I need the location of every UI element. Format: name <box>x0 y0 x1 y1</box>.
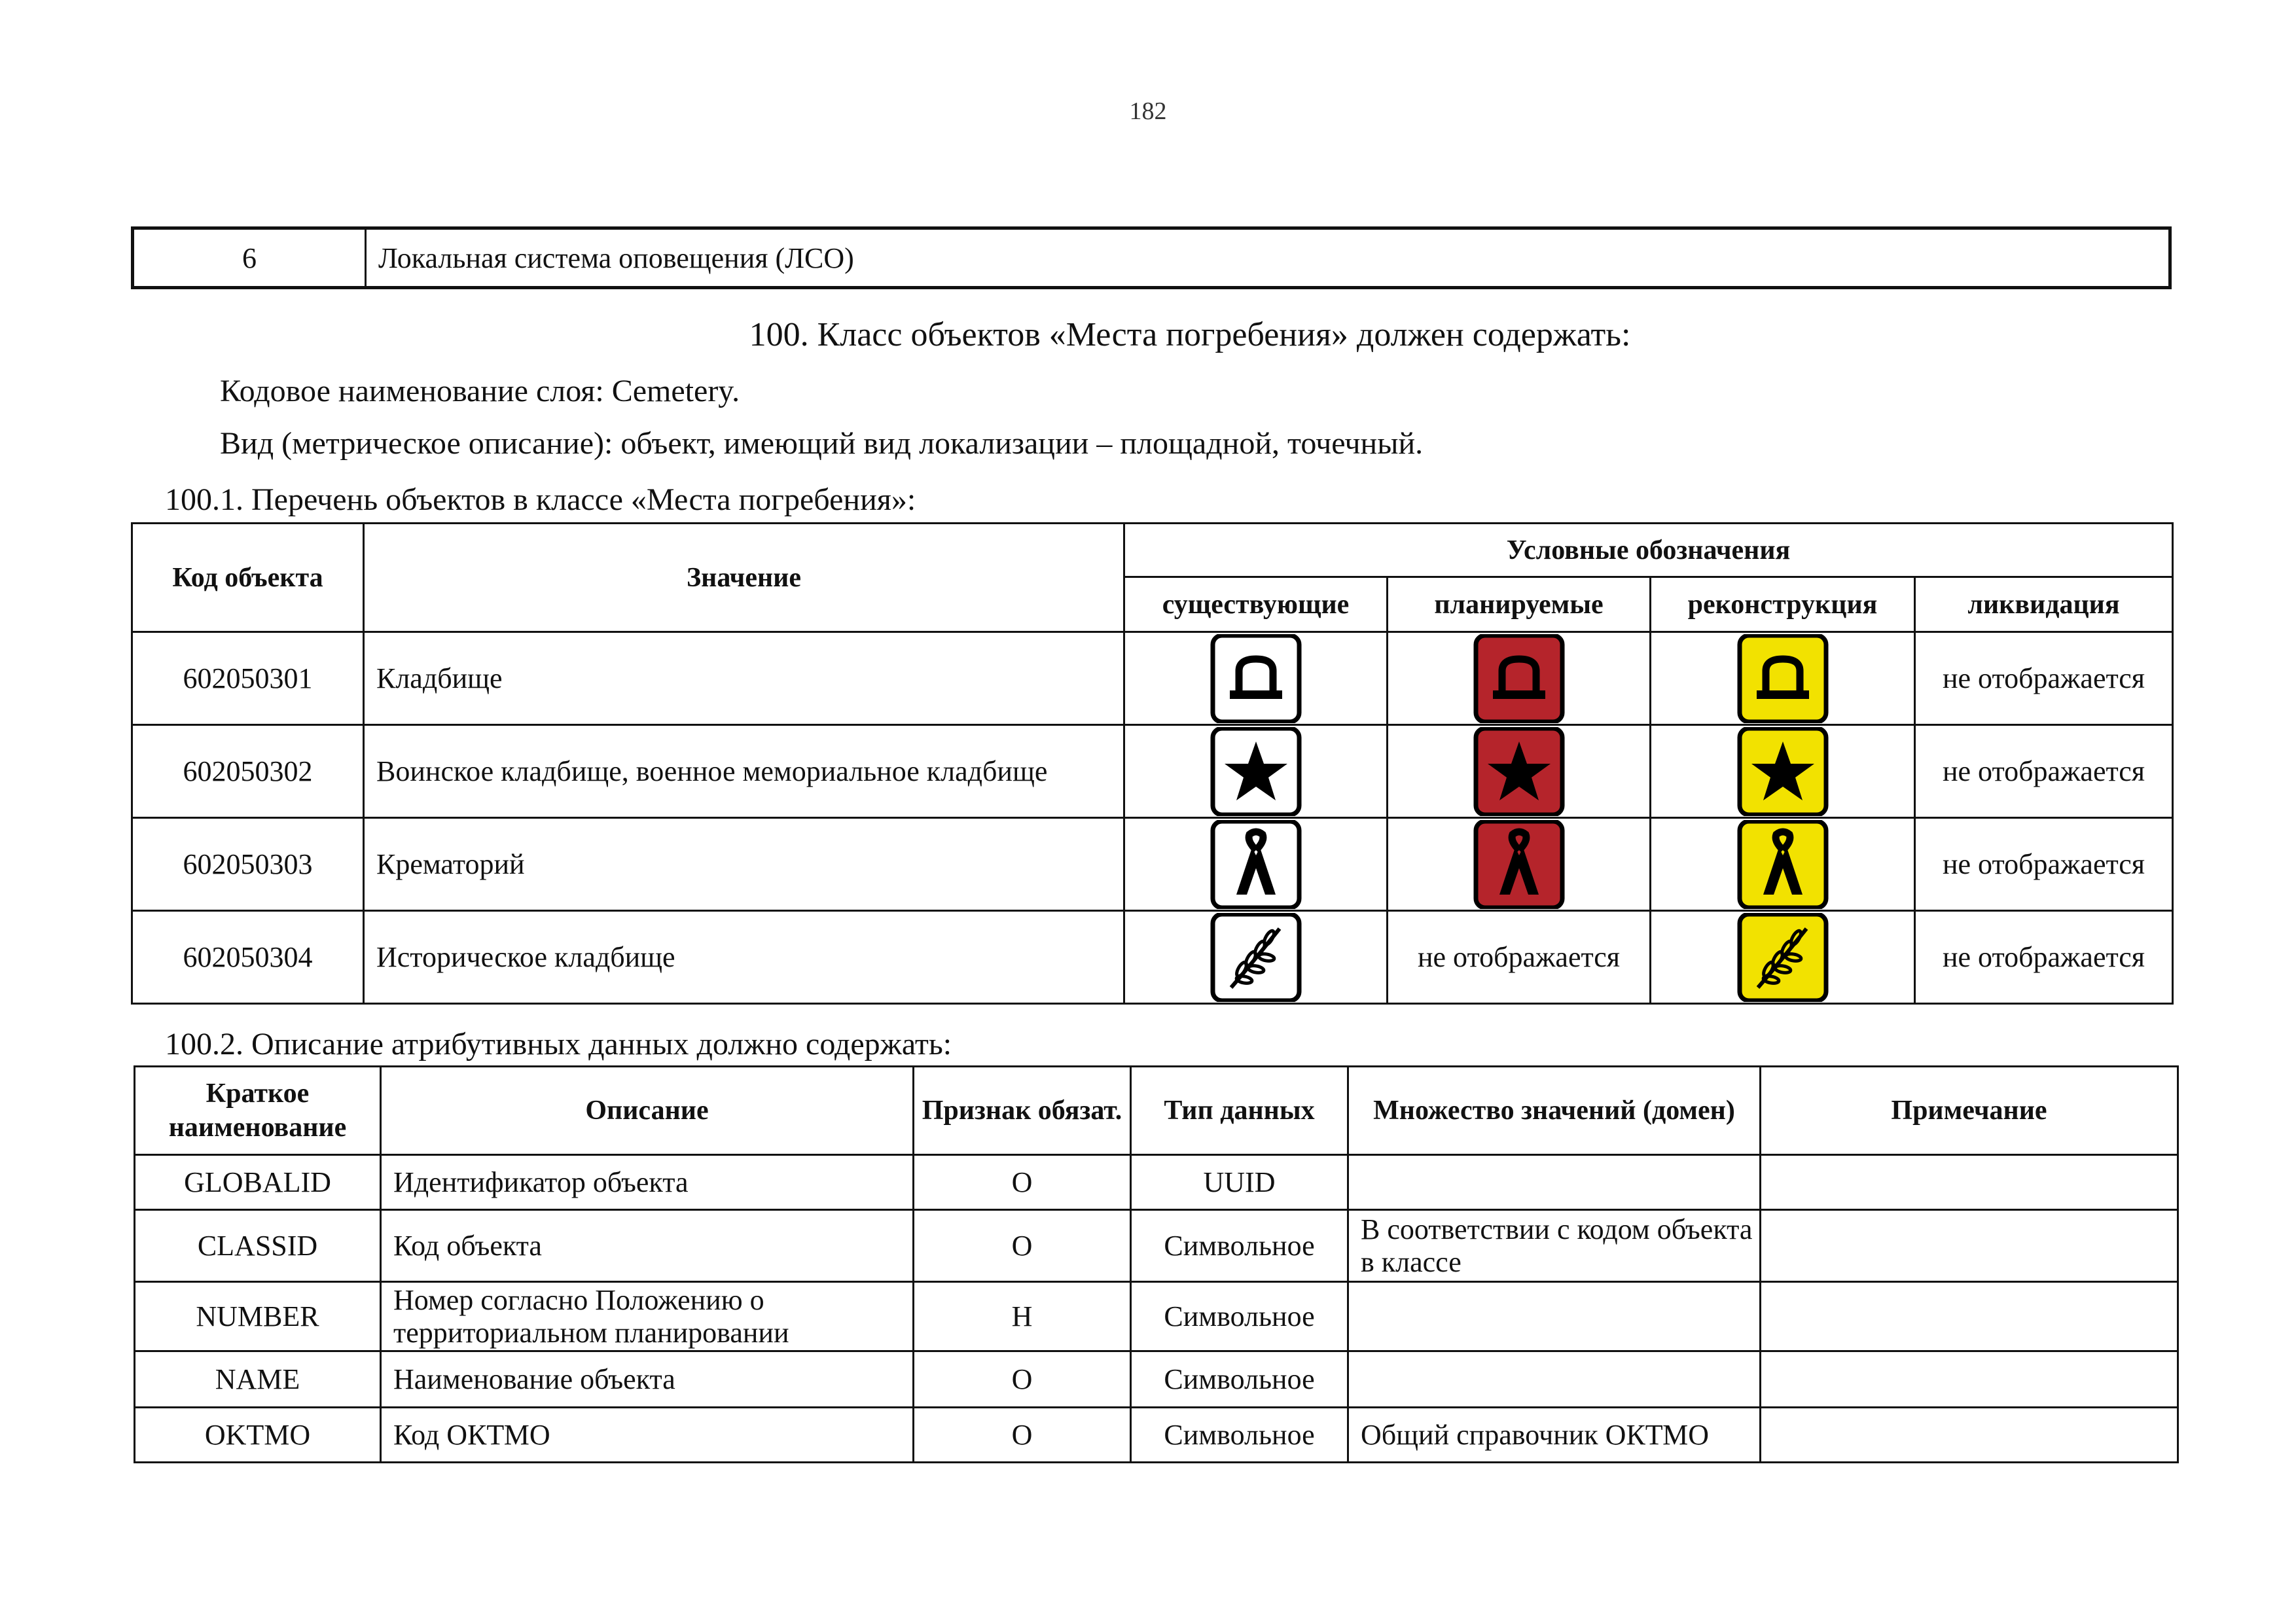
attr-description: Код объекта <box>381 1210 914 1282</box>
top-table <box>131 226 2172 289</box>
ribbon-icon <box>1210 820 1302 909</box>
attr-type: Символьное <box>1131 1282 1348 1351</box>
planned-symbol-cell <box>1388 818 1651 911</box>
attr-name: NUMBER <box>135 1282 381 1351</box>
existing-symbol-cell <box>1124 911 1388 1004</box>
objects-table <box>131 522 2174 1005</box>
row-number: 6 <box>133 228 366 288</box>
existing-symbol-cell <box>1124 632 1388 725</box>
table-row <box>132 911 2173 1004</box>
table-row <box>133 228 2170 288</box>
attr-description: Номер согласно Положению о территориальном планировании <box>381 1282 914 1351</box>
objects-header-row-1 <box>132 524 2173 577</box>
liquidation-cell: не отображается <box>1915 725 2173 818</box>
planned-symbol-cell <box>1388 632 1651 725</box>
table-row <box>132 632 2173 725</box>
table-row <box>135 1408 2178 1463</box>
object-value: Кладбище <box>364 632 1124 725</box>
object-code: 602050303 <box>132 818 364 911</box>
attr-required: О <box>914 1210 1131 1282</box>
header-value: Значение <box>364 524 1124 632</box>
reconstruction-symbol-cell <box>1651 818 1915 911</box>
table-row <box>132 725 2173 818</box>
attr-required: О <box>914 1408 1131 1463</box>
attr-name: GLOBALID <box>135 1155 381 1210</box>
attributes-subheading: 100.2. Описание атрибутивных данных должно содержать: <box>165 1027 952 1061</box>
header-domain: Множество значений (домен) <box>1348 1067 1761 1155</box>
attr-domain <box>1348 1155 1761 1210</box>
attr-required: О <box>914 1351 1131 1408</box>
liquidation-cell: не отображается <box>1915 632 2173 725</box>
attr-name: NAME <box>135 1351 381 1408</box>
liquidation-cell: не отображается <box>1915 911 2173 1004</box>
attr-note <box>1761 1155 2178 1210</box>
planned-cell: не отображается <box>1388 911 1651 1004</box>
object-value: Историческое кладбище <box>364 911 1124 1004</box>
star-icon <box>1210 727 1302 816</box>
table-row <box>135 1282 2178 1351</box>
attr-type: Символьное <box>1131 1210 1348 1282</box>
attr-domain: Общий справочник ОКТМО <box>1348 1408 1761 1463</box>
reconstruction-symbol-cell <box>1651 911 1915 1004</box>
attributes-table <box>134 1065 2179 1463</box>
cemetery-icon <box>1473 634 1565 723</box>
object-code: 602050304 <box>132 911 364 1004</box>
attr-type: Символьное <box>1131 1408 1348 1463</box>
table-row <box>135 1351 2178 1408</box>
object-code: 602050301 <box>132 632 364 725</box>
attr-description: Наименование объекта <box>381 1351 914 1408</box>
laurel-icon <box>1210 913 1302 1002</box>
attr-name: OKTMO <box>135 1408 381 1463</box>
ribbon-icon <box>1473 820 1565 909</box>
laurel-icon <box>1737 913 1829 1002</box>
header-code: Код объекта <box>132 524 364 632</box>
attr-note <box>1761 1408 2178 1463</box>
header-liquidation: ликвидация <box>1915 577 2173 632</box>
layer-code-paragraph: Кодовое наименование слоя: Cemetery. <box>220 374 740 408</box>
header-required: Признак обязат. <box>914 1067 1131 1155</box>
attr-domain <box>1348 1282 1761 1351</box>
page-number: 182 <box>1129 98 1167 125</box>
reconstruction-symbol-cell <box>1651 632 1915 725</box>
section-heading: 100. Класс объектов «Места погребения» должен содержать: <box>749 316 1631 353</box>
attr-note <box>1761 1351 2178 1408</box>
table-row <box>135 1155 2178 1210</box>
object-value: Крематорий <box>364 818 1124 911</box>
existing-symbol-cell <box>1124 725 1388 818</box>
attr-note <box>1761 1210 2178 1282</box>
cemetery-icon <box>1210 634 1302 723</box>
metric-paragraph: Вид (метрическое описание): объект, имеющий вид локализации – площадной, точечный. <box>220 426 1424 461</box>
attr-domain: В соответствии с кодом объекта в классе <box>1348 1210 1761 1282</box>
cemetery-icon <box>1737 634 1829 723</box>
row-text: Локальная система оповещения (ЛСО) <box>366 228 2170 288</box>
header-symbols: Условные обозначения <box>1124 524 2173 577</box>
attr-name: CLASSID <box>135 1210 381 1282</box>
attr-description: Код ОКТМО <box>381 1408 914 1463</box>
attr-domain <box>1348 1351 1761 1408</box>
table-row <box>135 1210 2178 1282</box>
ribbon-icon <box>1737 820 1829 909</box>
header-note: Примечание <box>1761 1067 2178 1155</box>
existing-symbol-cell <box>1124 818 1388 911</box>
reconstruction-symbol-cell <box>1651 725 1915 818</box>
header-data-type: Тип данных <box>1131 1067 1348 1155</box>
liquidation-cell: не отображается <box>1915 818 2173 911</box>
attr-type: Символьное <box>1131 1351 1348 1408</box>
header-existing: существующие <box>1124 577 1388 632</box>
attr-required: Н <box>914 1282 1131 1351</box>
attr-description: Идентификатор объекта <box>381 1155 914 1210</box>
header-reconstruction: реконструкция <box>1651 577 1915 632</box>
attributes-header-row <box>135 1067 2178 1155</box>
attr-note <box>1761 1282 2178 1351</box>
header-planned: планируемые <box>1388 577 1651 632</box>
attr-required: О <box>914 1155 1131 1210</box>
object-code: 602050302 <box>132 725 364 818</box>
objects-subheading: 100.1. Перечень объектов в классе «Места погребения»: <box>165 482 916 517</box>
table-row <box>132 818 2173 911</box>
attr-type: UUID <box>1131 1155 1348 1210</box>
header-short-name: Краткое наименование <box>135 1067 381 1155</box>
planned-symbol-cell <box>1388 725 1651 818</box>
object-value: Воинское кладбище, военное мемориальное кладбище <box>364 725 1124 818</box>
header-description: Описание <box>381 1067 914 1155</box>
star-icon <box>1473 727 1565 816</box>
star-icon <box>1737 727 1829 816</box>
